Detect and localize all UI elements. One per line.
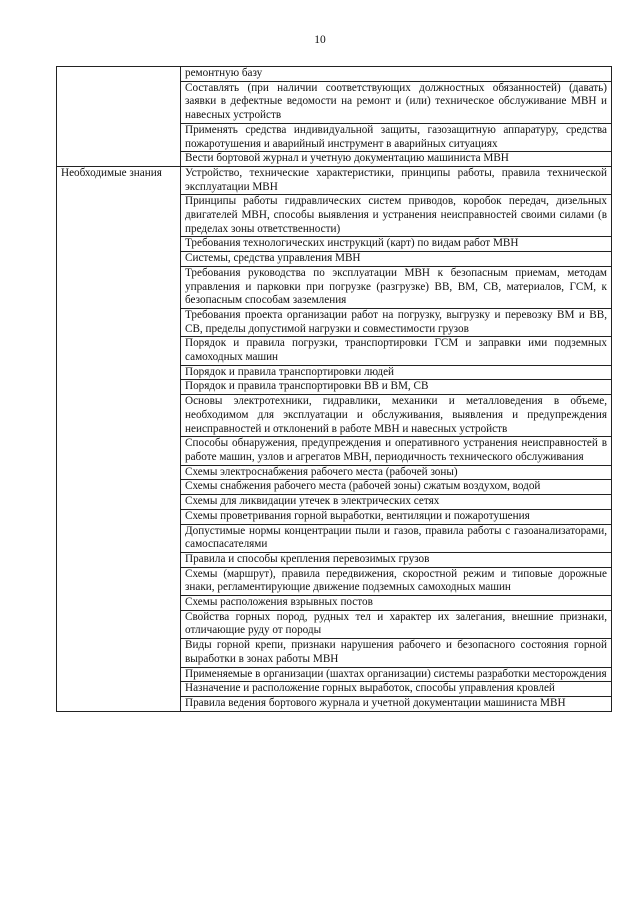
table-cell-item: Составлять (при наличии соответствующих должностных обязанностей) (давать) заявки в дефектные ведомости на ремонт и (или) техническое обслуживание МВН и навесных устройств: [181, 81, 612, 123]
table-cell-item: Устройство, технические характеристики, принципы работы, правила технической эксплуатации МВН: [181, 166, 612, 194]
table-cell-item: Порядок и правила транспортировки ВВ и ВМ, СВ: [181, 380, 612, 395]
table-cell-item: Порядок и правила погрузки, транспортировки ГСМ и заправки ими подземных самоходных машин: [181, 337, 612, 365]
table-cell-item: Схемы расположения взрывных постов: [181, 596, 612, 611]
table-cell-item: Схемы электроснабжения рабочего места (рабочей зоны): [181, 465, 612, 480]
table-cell-item: Требования технологических инструкций (карт) по видам работ МВН: [181, 237, 612, 252]
row-label-knowledge: Необходимые знания: [57, 166, 181, 711]
table-cell-item: Основы электротехники, гидравлики, механики и металловедения в объеме, необходимом для эксплуатации и обслуживания, выявления и предупреждения неисправностей и отклонений в работе МВН и навесных устройств: [181, 395, 612, 437]
table-cell-item: Схемы проветривания горной выработки, вентиляции и пожаротушения: [181, 509, 612, 524]
table-cell-item: ремонтную базу: [181, 67, 612, 82]
requirements-table: [56, 66, 612, 712]
table-cell-item: Способы обнаружения, предупреждения и оперативного устранения неисправностей в работе машин, узлов и агрегатов МВН, периодичность технического обслуживания: [181, 437, 612, 465]
table-row: [57, 166, 612, 194]
table-cell-item: Схемы (маршрут), правила передвижения, скоростной режим и типовые дорожные знаки, регламентирующие движение подземных самоходных машин: [181, 567, 612, 595]
table-cell-item: Порядок и правила транспортировки людей: [181, 365, 612, 380]
row-label-continued: [57, 67, 181, 167]
table-cell-item: Назначение и расположение горных выработок, способы управления кровлей: [181, 682, 612, 697]
table-cell-item: Требования проекта организации работ на погрузку, выгрузку и перевозку ВМ и ВВ, СВ, пределы допустимой нагрузки и совместимости грузов: [181, 308, 612, 336]
table-cell-item: Системы, средства управления МВН: [181, 252, 612, 267]
table-cell-item: Принципы работы гидравлических систем приводов, коробок передач, дизельных двигателей МВН, способы выявления и устранения неисправностей своими силами (в пределах зоны ответственности): [181, 195, 612, 237]
table-cell-item: Применять средства индивидуальной защиты, газозащитную аппаратуру, средства пожаротушения и аварийный инструмент в аварийных ситуациях: [181, 123, 612, 151]
table-cell-item: Схемы для ликвидации утечек в электрических сетях: [181, 495, 612, 510]
page-number: 10: [314, 34, 326, 46]
table-cell-item: Правила и способы крепления перевозимых грузов: [181, 552, 612, 567]
table-cell-item: Применяемые в организации (шахтах организации) системы разработки месторождения: [181, 667, 612, 682]
table-cell-item: Требования руководства по эксплуатации МВН к безопасным приемам, методам управления и парковки при погрузке (разгрузке) ВВ, ВМ, СВ, материалов, ГСМ, к безопасным способам заземления: [181, 266, 612, 308]
table-cell-item: Вести бортовой журнал и учетную документацию машиниста МВН: [181, 152, 612, 167]
table-cell-item: Допустимые нормы концентрации пыли и газов, правила работы с газоанализаторами, самоспасателями: [181, 524, 612, 552]
table-cell-item: Правила ведения бортового журнала и учетной документации машиниста МВН: [181, 696, 612, 711]
table-cell-item: Свойства горных пород, рудных тел и характер их залегания, внешние признаки, отличающие руду от породы: [181, 610, 612, 638]
table-cell-item: Схемы снабжения рабочего места (рабочей зоны) сжатым воздухом, водой: [181, 480, 612, 495]
table-cell-item: Виды горной крепи, признаки нарушения рабочего и безопасного состояния горной выработки в зонах работы МВН: [181, 639, 612, 667]
table-row: [57, 67, 612, 82]
